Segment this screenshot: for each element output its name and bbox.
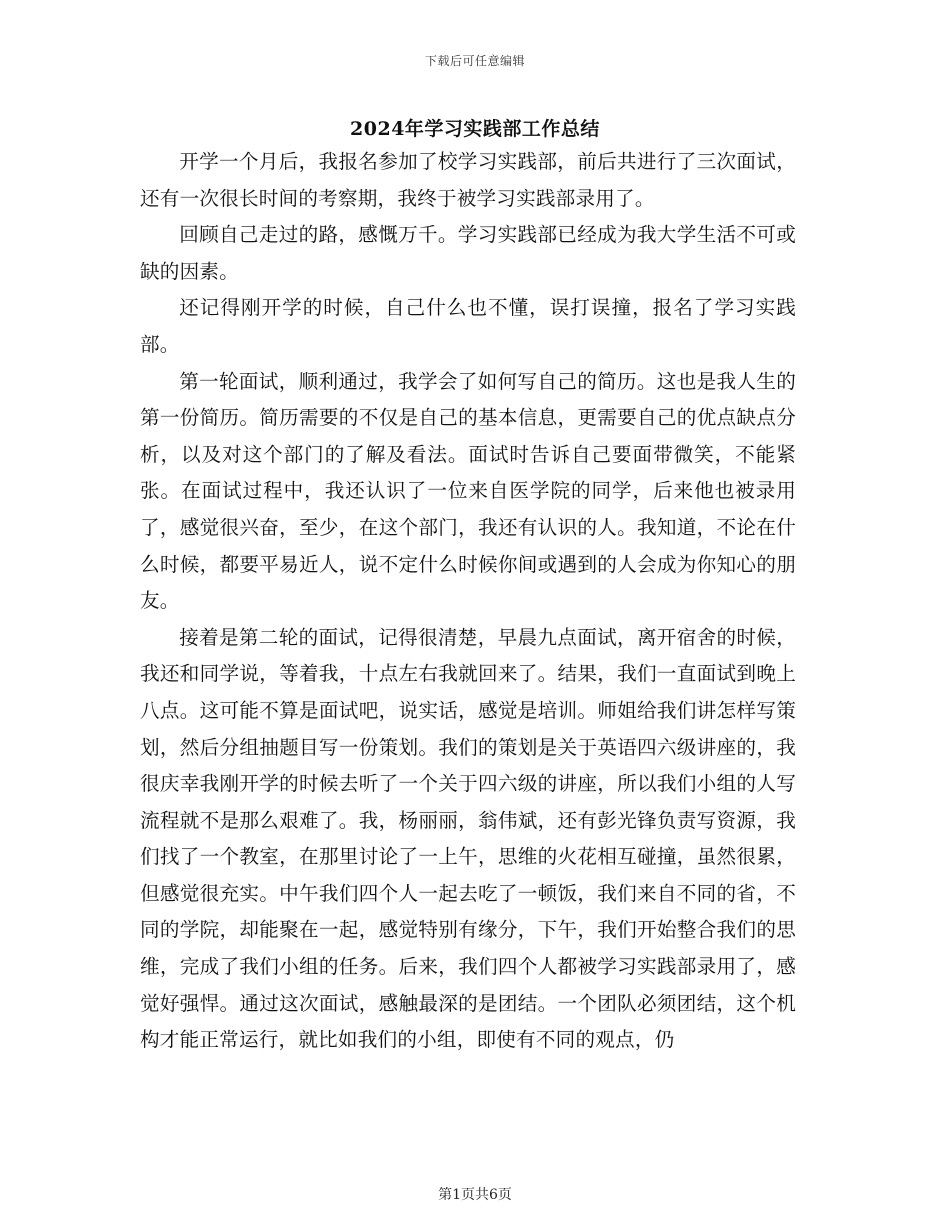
page-header-note: 下载后可任意编辑 xyxy=(424,54,525,68)
document-title: 2024年学习实践部工作总结 xyxy=(350,118,600,140)
document-body xyxy=(140,144,796,1059)
paragraph-5: 接着是第二轮的面试，记得很清楚，早晨九点面试，离开宿舍的时候，我还和同学说，等着我，十点左右我就回来了。结果，我们一直面试到晚上八点。这可能不算是面试吧，说实话，感觉是培训。师姐给我们讲怎样写策划，然后分组抽题目写一份策划。我们的策划是关于英语四六级讲座的，我很庆幸我刚开学的时候去听了一个关于四六级的讲座，所以我们小组的人写流程就不是那么艰难了。我，杨丽丽，翁伟斌，还有彭光锋负责写资源，我们找了一个教室，在那里讨论了一上午，思维的火花相互碰撞，虽然很累，但感觉很充实。中午我们四个人一起去吃了一顿饭，我们来自不同的省，不同的学院，却能聚在一起，感觉特别有缘分，下午，我们开始整合我们的思维，完成了我们小组的任务。后来，我们四个人都被学习实践部录用了，感觉好强悍。通过这次面试，感触最深的是团结。一个团队必须团结，这个机构才能正常运行，就比如我们的小组，即使有不同的观点，仍 xyxy=(140,625,796,1052)
paragraph-4: 第一轮面试，顺利通过，我学会了如何写自己的简历。这也是我人生的第一份简历。简历需要的不仅是自己的基本信息，更需要自己的优点缺点分析，以及对这个部门的了解及看法。面试时告诉自己要面带微笑，不能紧张。在面试过程中，我还认识了一位来自医学院的同学，后来他也被录用了，感觉很兴奋，至少，在这个部门，我还有认识的人。我知道，不论在什么时候，都要平易近人，说不定什么时候你间或遇到的人会成为你知心的朋友。 xyxy=(140,369,796,613)
paragraph-3: 还记得刚开学的时候，自己什么也不懂，误打误撞，报名了学习实践部。 xyxy=(140,296,796,356)
paragraph-2: 回顾自己走过的路，感慨万千。学习实践部已经成为我大学生活不可或缺的因素。 xyxy=(140,223,796,283)
page-footer-number: 第1页共6页 xyxy=(438,1187,512,1203)
paragraph-1: 开学一个月后，我报名参加了校学习实践部，前后共进行了三次面试，还有一次很长时间的考察期，我终于被学习实践部录用了。 xyxy=(140,150,796,210)
